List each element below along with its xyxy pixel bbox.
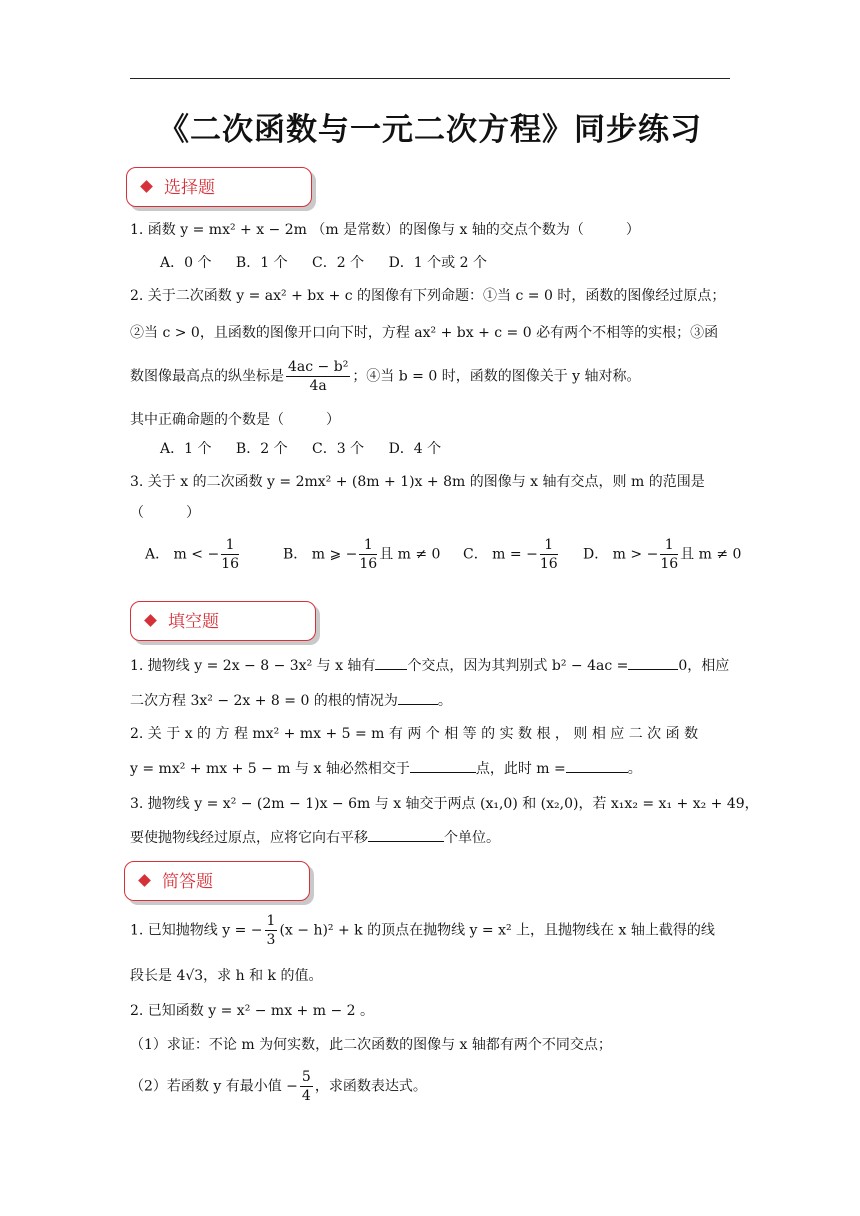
fraction-denominator: 16 [660,556,679,572]
section-label-fill: 填空题 [168,612,219,632]
fill-2-line-1: 2. 关 于 x 的 方 程 mx² + mx + 5 = m 有 两 个 相 等 的 实 数 根 ， 则 相 应 二 次 函 数 [130,726,699,742]
fraction-numerator: 1 [221,536,239,555]
question-1-options [160,253,507,273]
question-2-line-3 [130,358,730,395]
answer-blank[interactable] [398,690,438,705]
fill-2-line-2 [130,758,730,779]
question-1-stem: 1. 函数 y = mx² + x − 2m （m 是常数）的图像与 x 轴的交点个数为（ ） [130,222,640,238]
fraction [359,536,377,573]
question-2-line-3-post: ；④当 b = 0 时，函数的图像关于 y 轴对称。 [352,368,641,385]
fraction [300,1068,313,1105]
fill-2-text-b: 点，此时 m = [475,761,566,777]
section-tab-choice [126,167,316,209]
answer-1-text-post: (x − h)² + k 的顶点在抛物线 y = x² 上，且抛物线在 x 轴上截得的线 [279,922,715,939]
fill-2-text-a: y = mx² + mx + 5 − m 与 x 轴必然相交于 [130,761,410,777]
fraction-numerator: 1 [660,536,678,555]
option-c-text: C． m = − [463,546,538,563]
fill-1-text-e: 。 [437,693,452,709]
top-rule [130,78,730,79]
question-3-line-1: 3. 关于 x 的二次函数 y = 2mx² + (8m + 1)x + 8m 的图像与 x 轴有交点，则 m 的范围是 [130,474,705,490]
section-tab-box [124,861,310,901]
fraction [540,536,558,573]
answer-2-line-3 [130,1068,730,1105]
fraction-denominator: 4 [301,1088,311,1104]
section-label-choice: 选择题 [164,178,215,198]
answer-blank[interactable] [410,758,476,773]
fraction-numerator: 4ac − b² [288,359,349,375]
fraction-denominator: 16 [221,556,240,572]
fill-3-line-2 [130,827,730,848]
fill-3-line-1: 3. 抛物线 y = x² − (2m − 1)x − 6m 与 x 轴交于两点 (x₁,0) 和 (x₂,0)，若 x₁x₂ = x₁ + x₂ + 49， [130,796,759,812]
answer-blank[interactable] [628,655,678,670]
option-a [145,536,283,573]
question-2-line-4: 其中正确命题的个数是（ ） [130,412,340,428]
section-label-answer: 简答题 [162,872,213,892]
section-tab-answer [124,861,314,903]
fill-3-text-b: 个单位。 [444,830,500,846]
option-d: D．4 个 [388,441,442,457]
answer-2-line-1: 2. 已知函数 y = x² − mx + m − 2 。 [130,1003,375,1019]
fill-1-text-c: 0，相应 [678,658,730,674]
page-title: 《二次函数与一元二次方程》同步练习 [158,112,702,148]
option-a: A．1 个 [160,441,212,457]
question-2-options [160,439,461,459]
fraction-denominator: 3 [266,932,276,948]
option-c [463,536,583,573]
option-d: D．1 个或 2 个 [388,255,487,271]
fraction-denominator: 4a [309,378,327,394]
fill-1-text-b: 个交点，因为其判别式 b² − 4ac = [407,658,629,674]
section-tab-fill [130,601,320,643]
option-d [583,536,741,573]
fraction-numerator: 5 [301,1069,311,1085]
answer-1-text-pre: 1. 已知抛物线 y = − [130,922,263,939]
option-c: C．3 个 [312,441,365,457]
answer-1-line-2: 段长是 4√3，求 h 和 k 的值。 [130,968,323,984]
option-b: B．1 个 [235,255,288,271]
fraction [265,912,278,949]
fill-2-text-c: 。 [627,761,642,777]
fraction-numerator: 1 [540,536,558,555]
question-2-line-3-pre: 数图像最高点的纵坐标是 [130,368,284,385]
fraction-numerator: 1 [359,536,377,555]
fill-3-text-a: 要使抛物线经过原点，应将它向右平移 [130,830,368,846]
option-b-text: B． m ⩾ − [283,546,358,563]
option-d-suffix: 且 m ≠ 0 [680,546,742,563]
fraction-denominator: 16 [539,556,558,572]
fill-1-text-a: 1. 抛物线 y = 2x − 8 − 3x² 与 x 轴有 [130,658,376,674]
answer-2-text-pre: （2）若函数 y 有最小值 − [130,1078,298,1095]
fill-1-text-d: 二次方程 3x² − 2x + 8 = 0 的根的情况为 [130,693,398,709]
option-c: C．2 个 [312,255,365,271]
fill-1-line-1 [130,655,730,676]
fraction-numerator: 1 [266,913,276,929]
fill-1-line-2 [130,690,730,711]
fraction-denominator: 16 [359,556,378,572]
question-2-line-1: 2. 关于二次函数 y = ax² + bx + c 的图像有下列命题：①当 c = 0 时，函数的图像经过原点； [130,288,726,304]
option-a: A．0 个 [160,255,212,271]
fraction-vertex [286,358,350,395]
section-tab-box [130,601,316,641]
question-3-options [145,536,742,573]
answer-blank[interactable] [368,827,444,842]
option-d-text: D． m > − [583,546,659,563]
answer-2-text-post: ，求函数表达式。 [314,1078,427,1095]
question-3-line-2: （ ） [130,505,200,521]
fraction [221,536,239,573]
option-b-suffix: 且 m ≠ 0 [379,546,441,563]
option-a-text: A． m < − [145,546,220,563]
question-2-line-2: ②当 c > 0，且函数的图像开口向下时，方程 ax² + bx + c = 0 必有两个不相等的实根；③函 [130,325,719,341]
answer-blank[interactable] [375,655,407,670]
answer-2-line-2: （1）求证：不论 m 为何实数，此二次函数的图像与 x 轴都有两个不同交点； [130,1037,612,1053]
option-b: B．2 个 [235,441,288,457]
answer-blank[interactable] [566,758,628,773]
answer-1-line-1 [130,912,730,949]
section-tab-box [126,167,312,207]
fraction [660,536,678,573]
option-b [283,536,463,573]
